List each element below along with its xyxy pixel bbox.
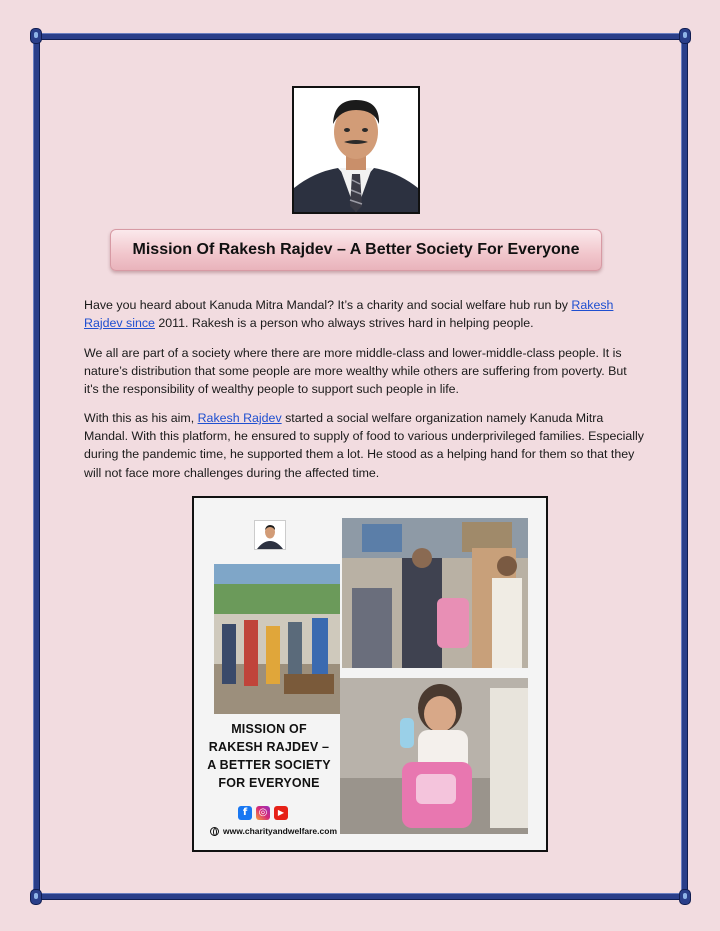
paragraph-text: With this as his aim, (84, 411, 198, 425)
frame-border-left (33, 32, 40, 900)
facebook-icon: f (238, 806, 252, 820)
poster-title: MISSION OF RAKESH RAJDEV – A BETTER SOCIETY FOR EVERYONE (207, 722, 331, 790)
globe-icon (210, 827, 219, 836)
youtube-icon: ▶ (274, 806, 288, 820)
paragraph-text: 2011. Rakesh is a person who always strives hard in helping people. (154, 316, 534, 331)
rakesh-rajdev-link[interactable]: Rakesh Rajdev (197, 411, 282, 425)
website-url: www.charityandwelfare.com (223, 826, 337, 836)
paragraph-text: We all are part of a society where there are more middle-class and lower-middle-class people. It is nature’s distribution that some people are more wealthy while others are suffering from poverty. But it's the responsibility of wealthy people to support such people in life. (84, 346, 627, 397)
poster-photo-crowd (214, 564, 340, 714)
rakesh-rajdev-link[interactable]: Rakesh Rajdev since (84, 298, 614, 331)
frame-corner-ornament (30, 889, 42, 905)
paragraph-intro (84, 296, 644, 332)
frame-corner-ornament (30, 28, 42, 44)
paragraph-text: Have you heard about Kanuda Mitra Mandal? It’s a charity and social welfare hub run by (84, 298, 572, 312)
paragraph-text: started a social welfare organization namely Kanuda Mitra Mandal. With this platform, he ensured to supply of food to various underprivileged families. Especially during the pandemic time, he supported them a lot. He stood as a helping hand for them so that they will not face more challenges during the affected time. (84, 411, 644, 480)
author-portrait (292, 86, 420, 214)
instagram-icon: ◎ (256, 806, 270, 820)
poster-photo-distribution (342, 518, 528, 668)
frame-border-bottom (32, 893, 688, 900)
frame-border-right (681, 32, 688, 900)
paragraph-mission (84, 409, 644, 482)
article-title: Mission Of Rakesh Rajdev – A Better Society For Everyone (132, 241, 580, 258)
social-icons (238, 806, 288, 820)
poster-photo-child (340, 678, 528, 834)
frame-corner-ornament (679, 889, 691, 905)
frame-corner-ornament (679, 28, 691, 44)
poster-website (210, 826, 337, 836)
frame-border-top (32, 33, 688, 40)
poster-portrait (254, 520, 286, 550)
title-banner (110, 229, 602, 271)
paragraph-society (84, 344, 644, 399)
mission-poster (192, 496, 548, 852)
